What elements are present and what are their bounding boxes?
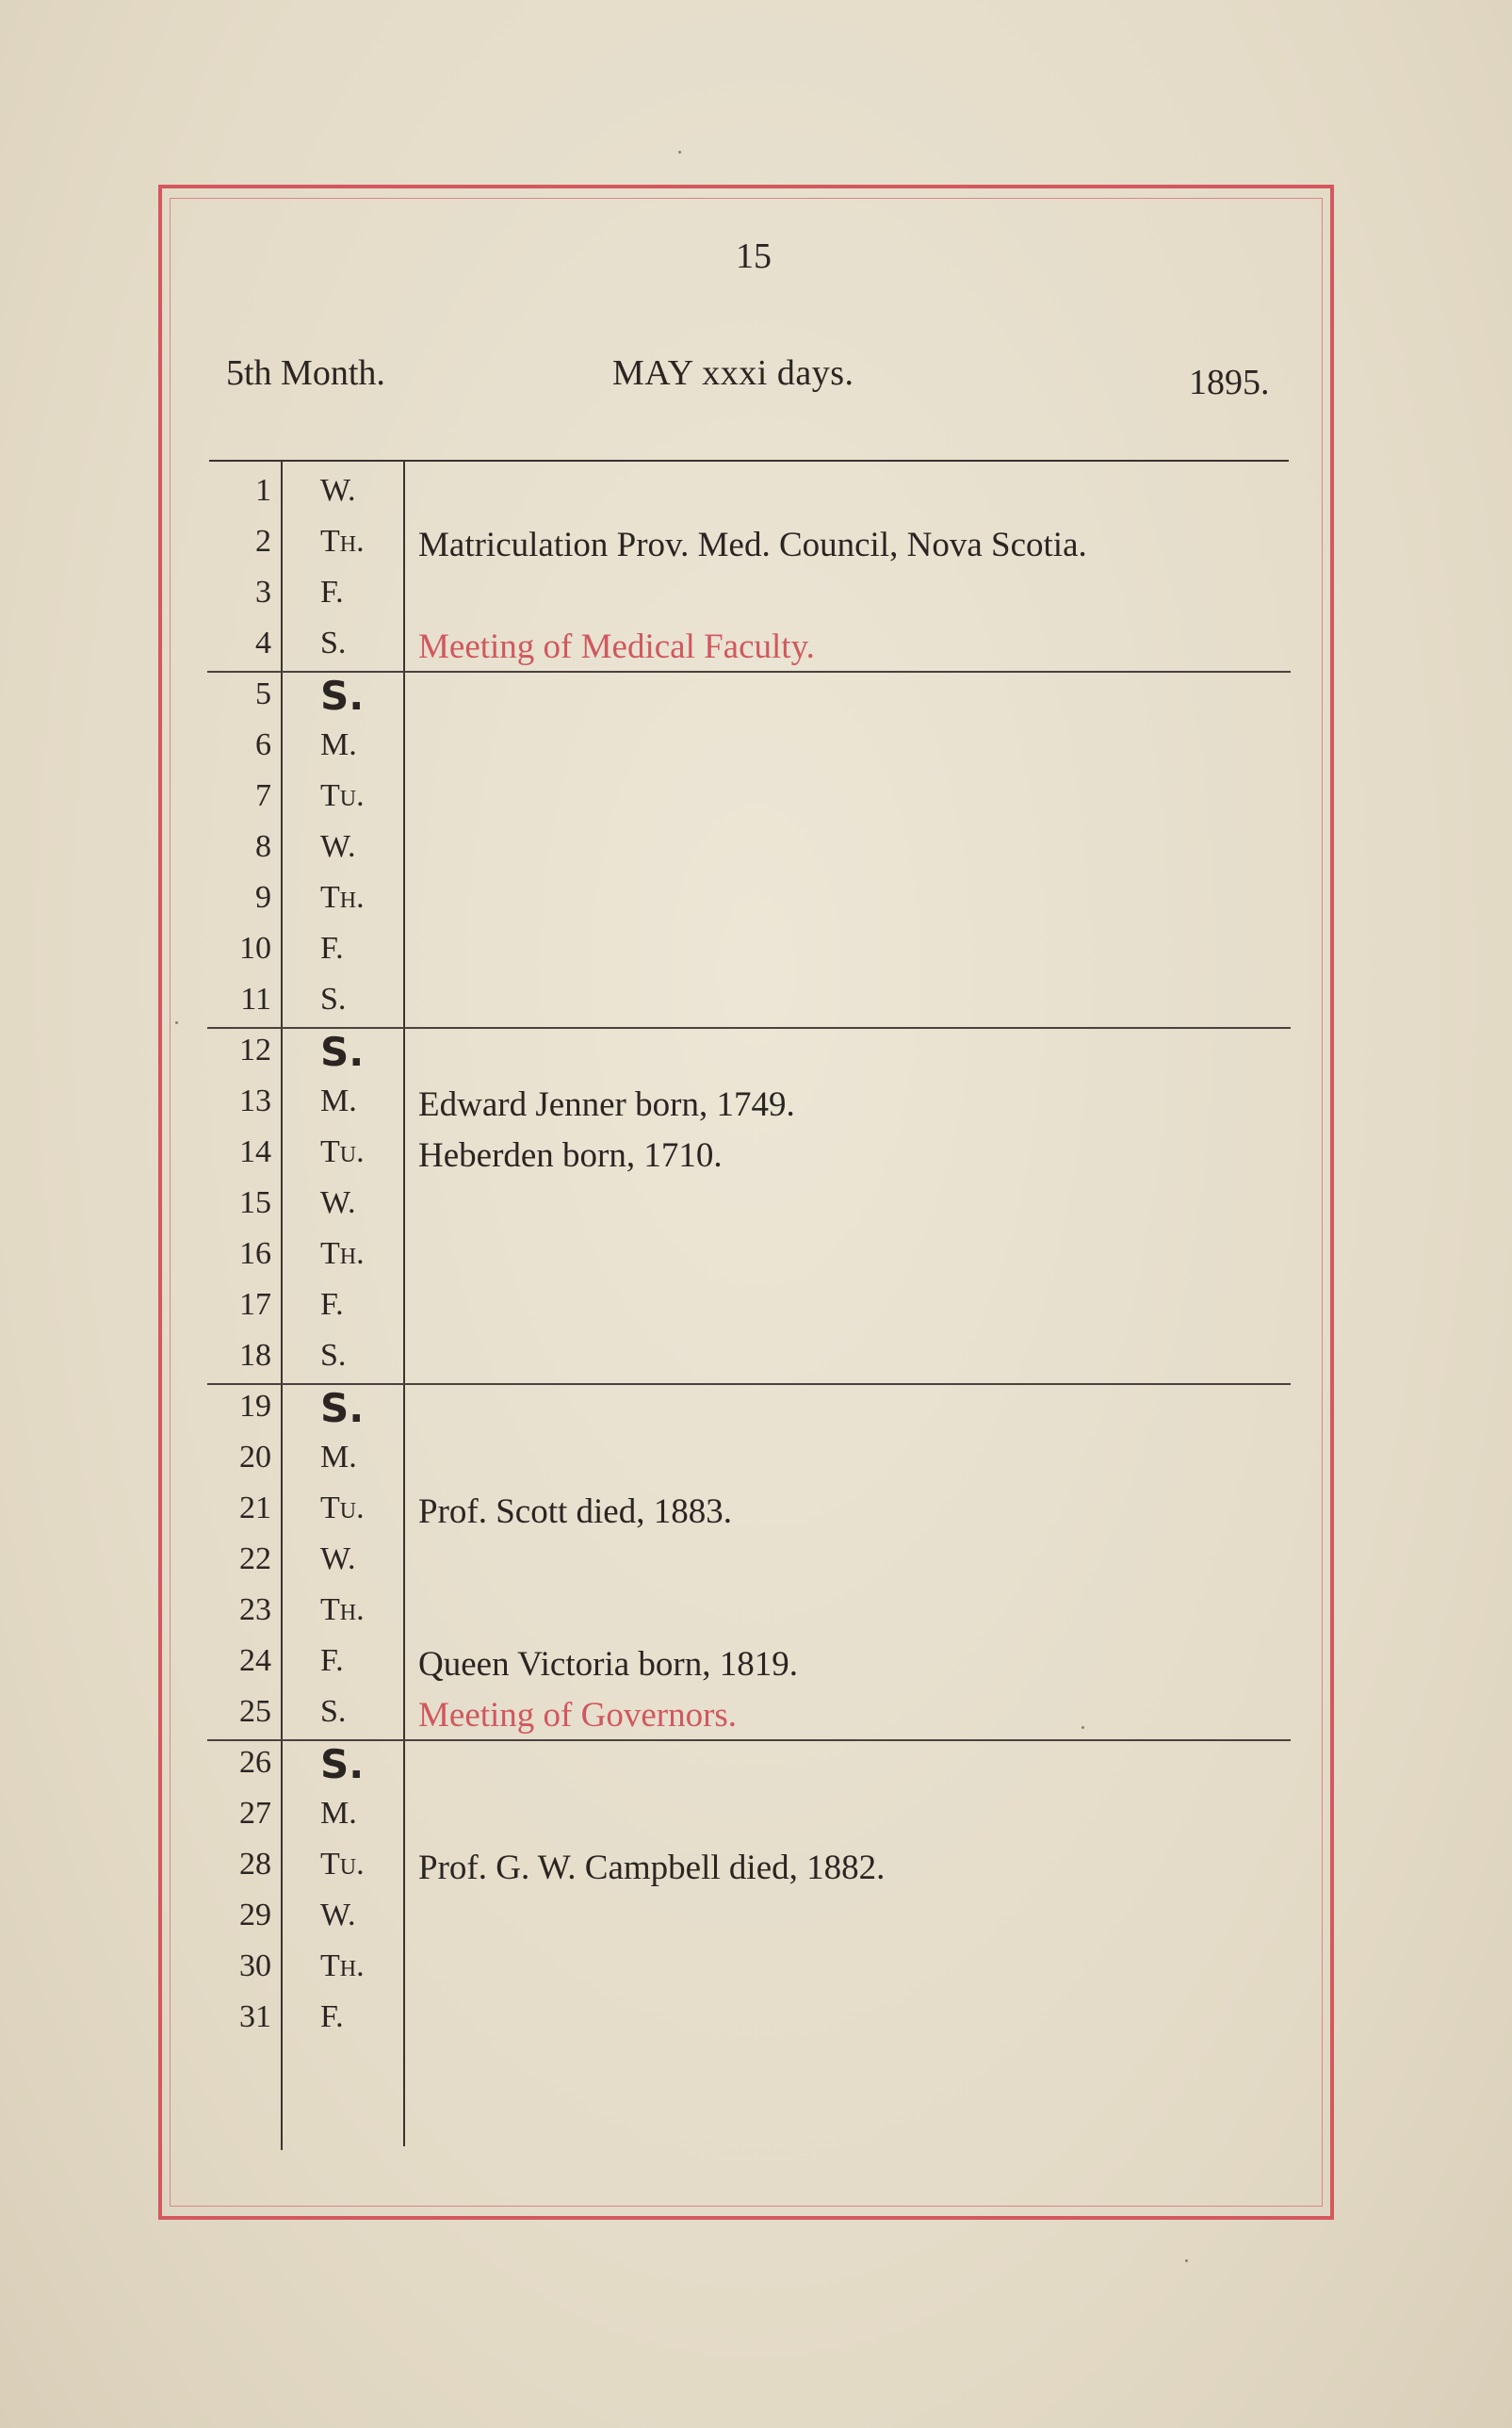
day-number: 19 (239, 1389, 271, 1424)
weekday: S. (320, 626, 347, 660)
weekday: W. (320, 829, 356, 864)
paper-speck (678, 151, 681, 154)
day-number: 21 (239, 1491, 271, 1525)
day-number: 5 (255, 676, 271, 711)
weekday: Th. (320, 1236, 365, 1271)
column-divider-date (281, 460, 283, 2150)
paper-speck (175, 1021, 178, 1024)
weekday: S. (320, 1694, 347, 1729)
weekday: M. (320, 1440, 357, 1475)
day-number: 29 (239, 1898, 271, 1932)
weekday: W. (320, 1541, 356, 1576)
weekday: S. (320, 1338, 347, 1373)
weekday: F. (320, 931, 344, 966)
weekday: F. (320, 1643, 344, 1678)
weekday: M. (320, 727, 357, 762)
weekday: F. (320, 1999, 344, 2034)
day-number: 20 (239, 1440, 271, 1475)
weekday: Th. (320, 1948, 365, 1983)
weekday: W. (320, 1185, 356, 1220)
day-number: 23 (239, 1592, 271, 1627)
day-number: 10 (239, 931, 271, 966)
calendar-event: Matriculation Prov. Med. Council, Nova Scotia. (418, 526, 1087, 564)
day-number: 12 (239, 1033, 271, 1067)
day-number: 13 (239, 1084, 271, 1118)
table-top-rule (209, 460, 1289, 462)
day-number: 3 (255, 575, 271, 610)
day-number: 17 (239, 1287, 271, 1322)
day-number: 1 (255, 473, 271, 508)
day-number: 7 (255, 778, 271, 813)
weekday: W. (320, 1898, 356, 1932)
day-number: 30 (239, 1948, 271, 1983)
calendar-event: Meeting of Medical Faculty. (418, 627, 815, 666)
page-number: 15 (736, 236, 772, 276)
weekday: S. (320, 982, 347, 1017)
calendar-event: Prof. Scott died, 1883. (418, 1492, 732, 1531)
day-number: 31 (239, 1999, 271, 2034)
weekday-sunday: S. (320, 673, 365, 719)
day-number: 6 (255, 727, 271, 762)
weekday: Tu. (320, 1491, 365, 1525)
weekday: F. (320, 1287, 344, 1322)
weekday-sunday: S. (320, 1741, 365, 1787)
weekday: M. (320, 1084, 357, 1118)
day-number: 26 (239, 1745, 271, 1780)
day-number: 24 (239, 1643, 271, 1678)
day-number: 16 (239, 1236, 271, 1271)
day-number: 4 (255, 626, 271, 660)
day-number: 22 (239, 1541, 271, 1576)
weekday: Th. (320, 1592, 365, 1627)
weekday: Tu. (320, 1134, 365, 1169)
weekday: F. (320, 575, 344, 610)
day-number: 18 (239, 1338, 271, 1373)
day-number: 8 (255, 829, 271, 864)
calendar-event: Prof. G. W. Campbell died, 1882. (418, 1849, 886, 1887)
calendar-event: Heberden born, 1710. (418, 1136, 723, 1175)
calendar-table (209, 460, 1293, 2150)
weekday-sunday: S. (320, 1385, 365, 1431)
month-title: MAY xxxi days. (612, 353, 854, 393)
weekday: M. (320, 1796, 357, 1831)
calendar-event: Meeting of Governors. (418, 1696, 738, 1735)
weekday: W. (320, 473, 356, 508)
month-label: 5th Month. (226, 353, 385, 393)
paper-speck (1081, 1726, 1084, 1729)
day-number: 11 (240, 982, 271, 1017)
day-number: 27 (239, 1796, 271, 1831)
day-number: 15 (239, 1185, 271, 1220)
weekday: Tu. (320, 1847, 365, 1882)
day-number: 9 (255, 880, 271, 915)
calendar-event: Queen Victoria born, 1819. (418, 1645, 798, 1684)
day-number: 25 (239, 1694, 271, 1729)
day-number: 28 (239, 1847, 271, 1882)
day-number: 14 (239, 1134, 271, 1169)
weekday-sunday: S. (320, 1029, 365, 1075)
calendar-event: Edward Jenner born, 1749. (418, 1085, 795, 1124)
day-number: 2 (255, 524, 271, 559)
weekday: Th. (320, 880, 365, 915)
weekday: Th. (320, 524, 365, 559)
weekday: Tu. (320, 778, 365, 813)
paper-speck (1185, 2259, 1188, 2262)
year-label: 1895. (1189, 363, 1270, 402)
